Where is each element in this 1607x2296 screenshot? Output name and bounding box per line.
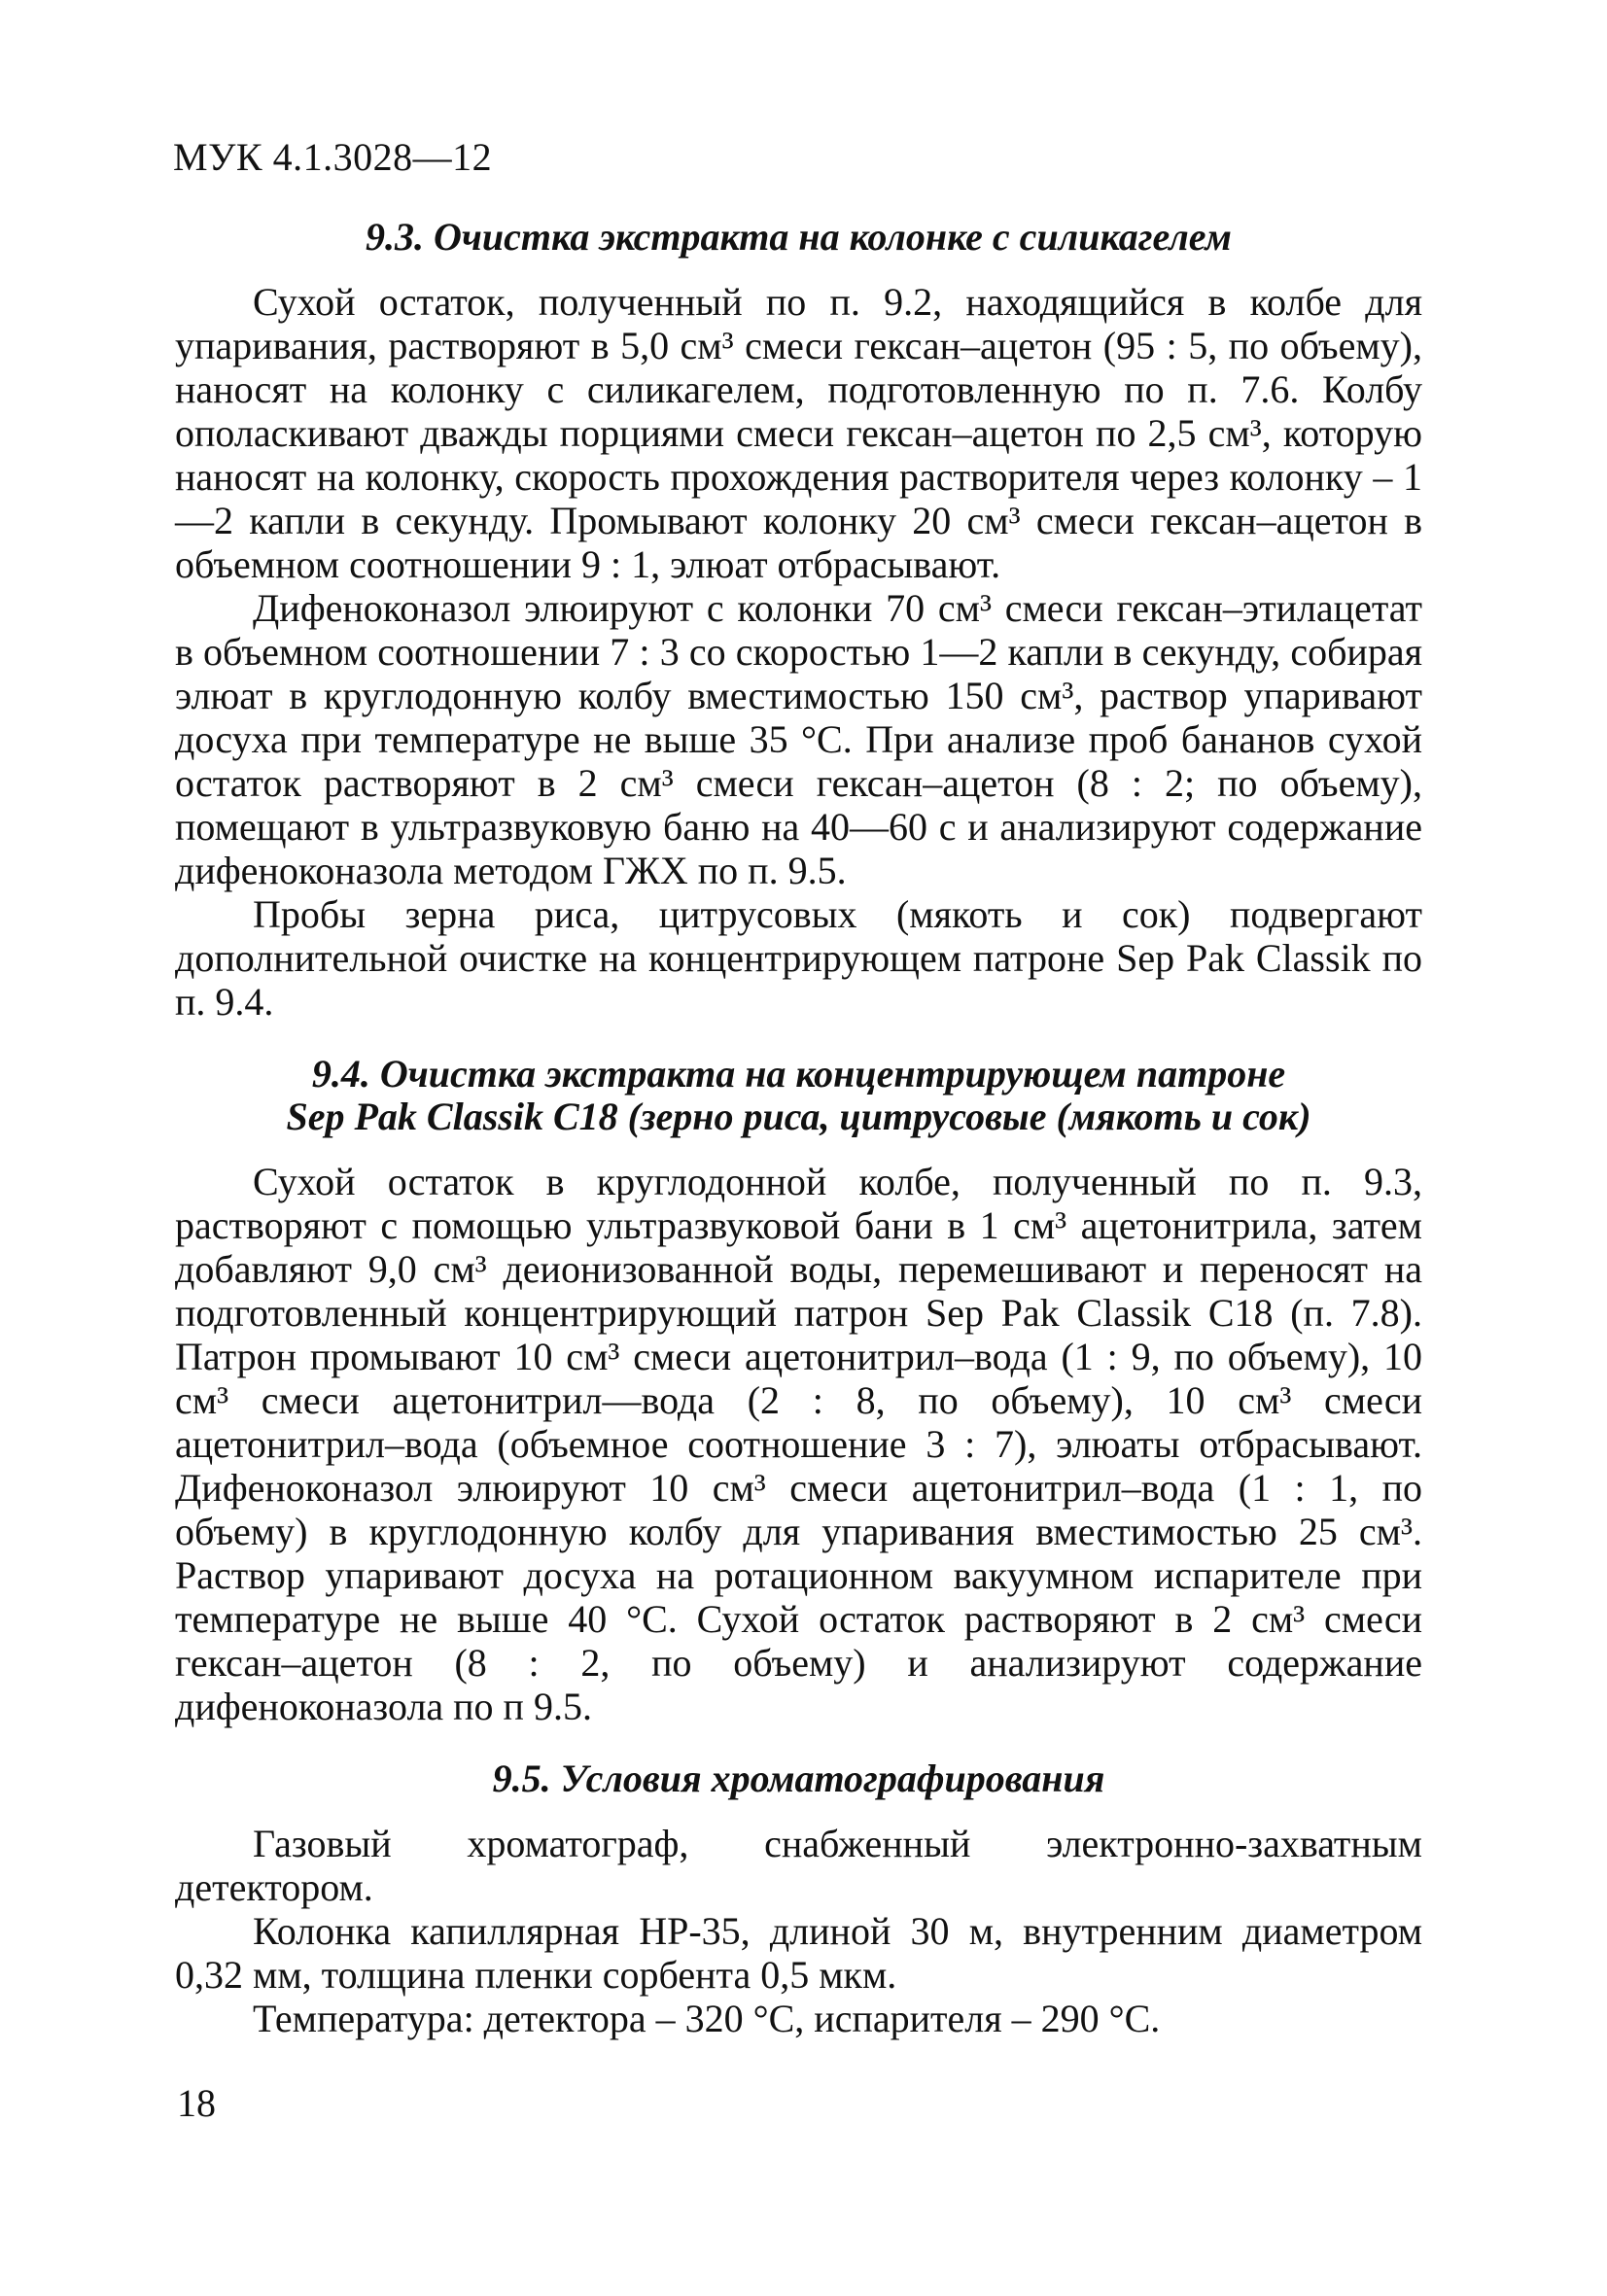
paragraph: Колонка капиллярная HP-35, длиной 30 м, внутренним диаметром 0,32 мм, толщина пленки сорбента 0,5 мкм. (175, 1909, 1422, 1997)
heading-line: 9.3. Очистка экстракта на колонке с силикагелем (366, 215, 1232, 259)
section-9-3 (175, 216, 1422, 1024)
paragraph: Сухой остаток, полученный по п. 9.2, находящийся в колбе для упаривания, растворяют в 5,0 см³ смеси гексан–ацетон (95 : 5, по объему), наносят на колонку с силикагелем, подготовленную по п. 7.6. Колбу ополаскивают дважды порциями смеси гексан–ацетон по 2,5 см³, которую наносят на колонку, скорость прохождения растворителя через колонку – 1—2 капли в секунду. Промывают колонку 20 см³ смеси гексан–ацетон в объемном соотношении 9 : 1, элюат отбрасывают. (175, 280, 1422, 586)
heading-line: 9.5. Условия хроматографирования (492, 1757, 1105, 1800)
paragraph: Сухой остаток в круглодонной колбе, полученный по п. 9.3, растворяют с помощью ультразвуковой бани в 1 см³ ацетонитрила, затем добавляют 9,0 см³ деионизованной воды, перемешивают и переносят на подготовленный концентрирующий патрон Sep Pak Classik C18 (п. 7.8). Патрон промывают 10 см³ смеси ацетонитрил–вода (1 : 9, по объему), 10 см³ смеси ацетонитрил—вода (2 : 8, по объему), 10 см³ смеси ацетонитрил–вода (объемное соотношение 3 : 7), элюаты отбрасывают. Дифеноконазол элюируют 10 см³ смеси ацетонитрил–вода (1 : 1, по объему) в круглодонную колбу для упаривания вместимостью 25 см³. Раствор упаривают досуха на ротационном вакуумном испарителе при температуре не выше 40 °С. Сухой остаток растворяют в 2 см³ смеси гексан–ацетон (8 : 2, по объему) и анализируют содержание дифеноконазола по п 9.5. (175, 1160, 1422, 1728)
page-content (175, 216, 1422, 2040)
heading-line: Sep Pak Classik C18 (зерно риса, цитрусовые (мякоть и сок) (286, 1095, 1311, 1138)
section-heading (175, 216, 1422, 259)
section-heading (175, 1757, 1422, 1800)
section-9-5 (175, 1757, 1422, 2040)
paragraph: Дифеноконазол элюируют с колонки 70 см³ смеси гексан–этилацетат в объемном соотношении 7 : 3 со скоростью 1—2 капли в секунду, собирая элюат в круглодонную колбу вместимостью 150 см³, раствор упаривают досуха при температуре не выше 35 °С. При анализе проб бананов сухой остаток растворяют в 2 см³ смеси гексан–ацетон (8 : 2; по объему), помещают в ультразвуковую баню на 40—60 с и анализируют содержание дифеноконазола методом ГЖХ по п. 9.5. (175, 586, 1422, 892)
paragraph: Газовый хроматограф, снабженный электронно-захватным детектором. (175, 1822, 1422, 1909)
section-heading (175, 1053, 1422, 1138)
section-9-4 (175, 1053, 1422, 1728)
paragraph: Пробы зерна риса, цитрусовых (мякоть и сок) подвергают дополнительной очистке на концентрирующем патроне Sep Pak Classik по п. 9.4. (175, 892, 1422, 1024)
page-number: 18 (177, 2081, 216, 2125)
heading-line: 9.4. Очистка экстракта на концентрирующем патроне (311, 1052, 1286, 1096)
paragraph: Температура: детектора – 320 °С, испарителя – 290 °С. (253, 1997, 1161, 2040)
running-header: МУК 4.1.3028—12 (173, 135, 493, 179)
